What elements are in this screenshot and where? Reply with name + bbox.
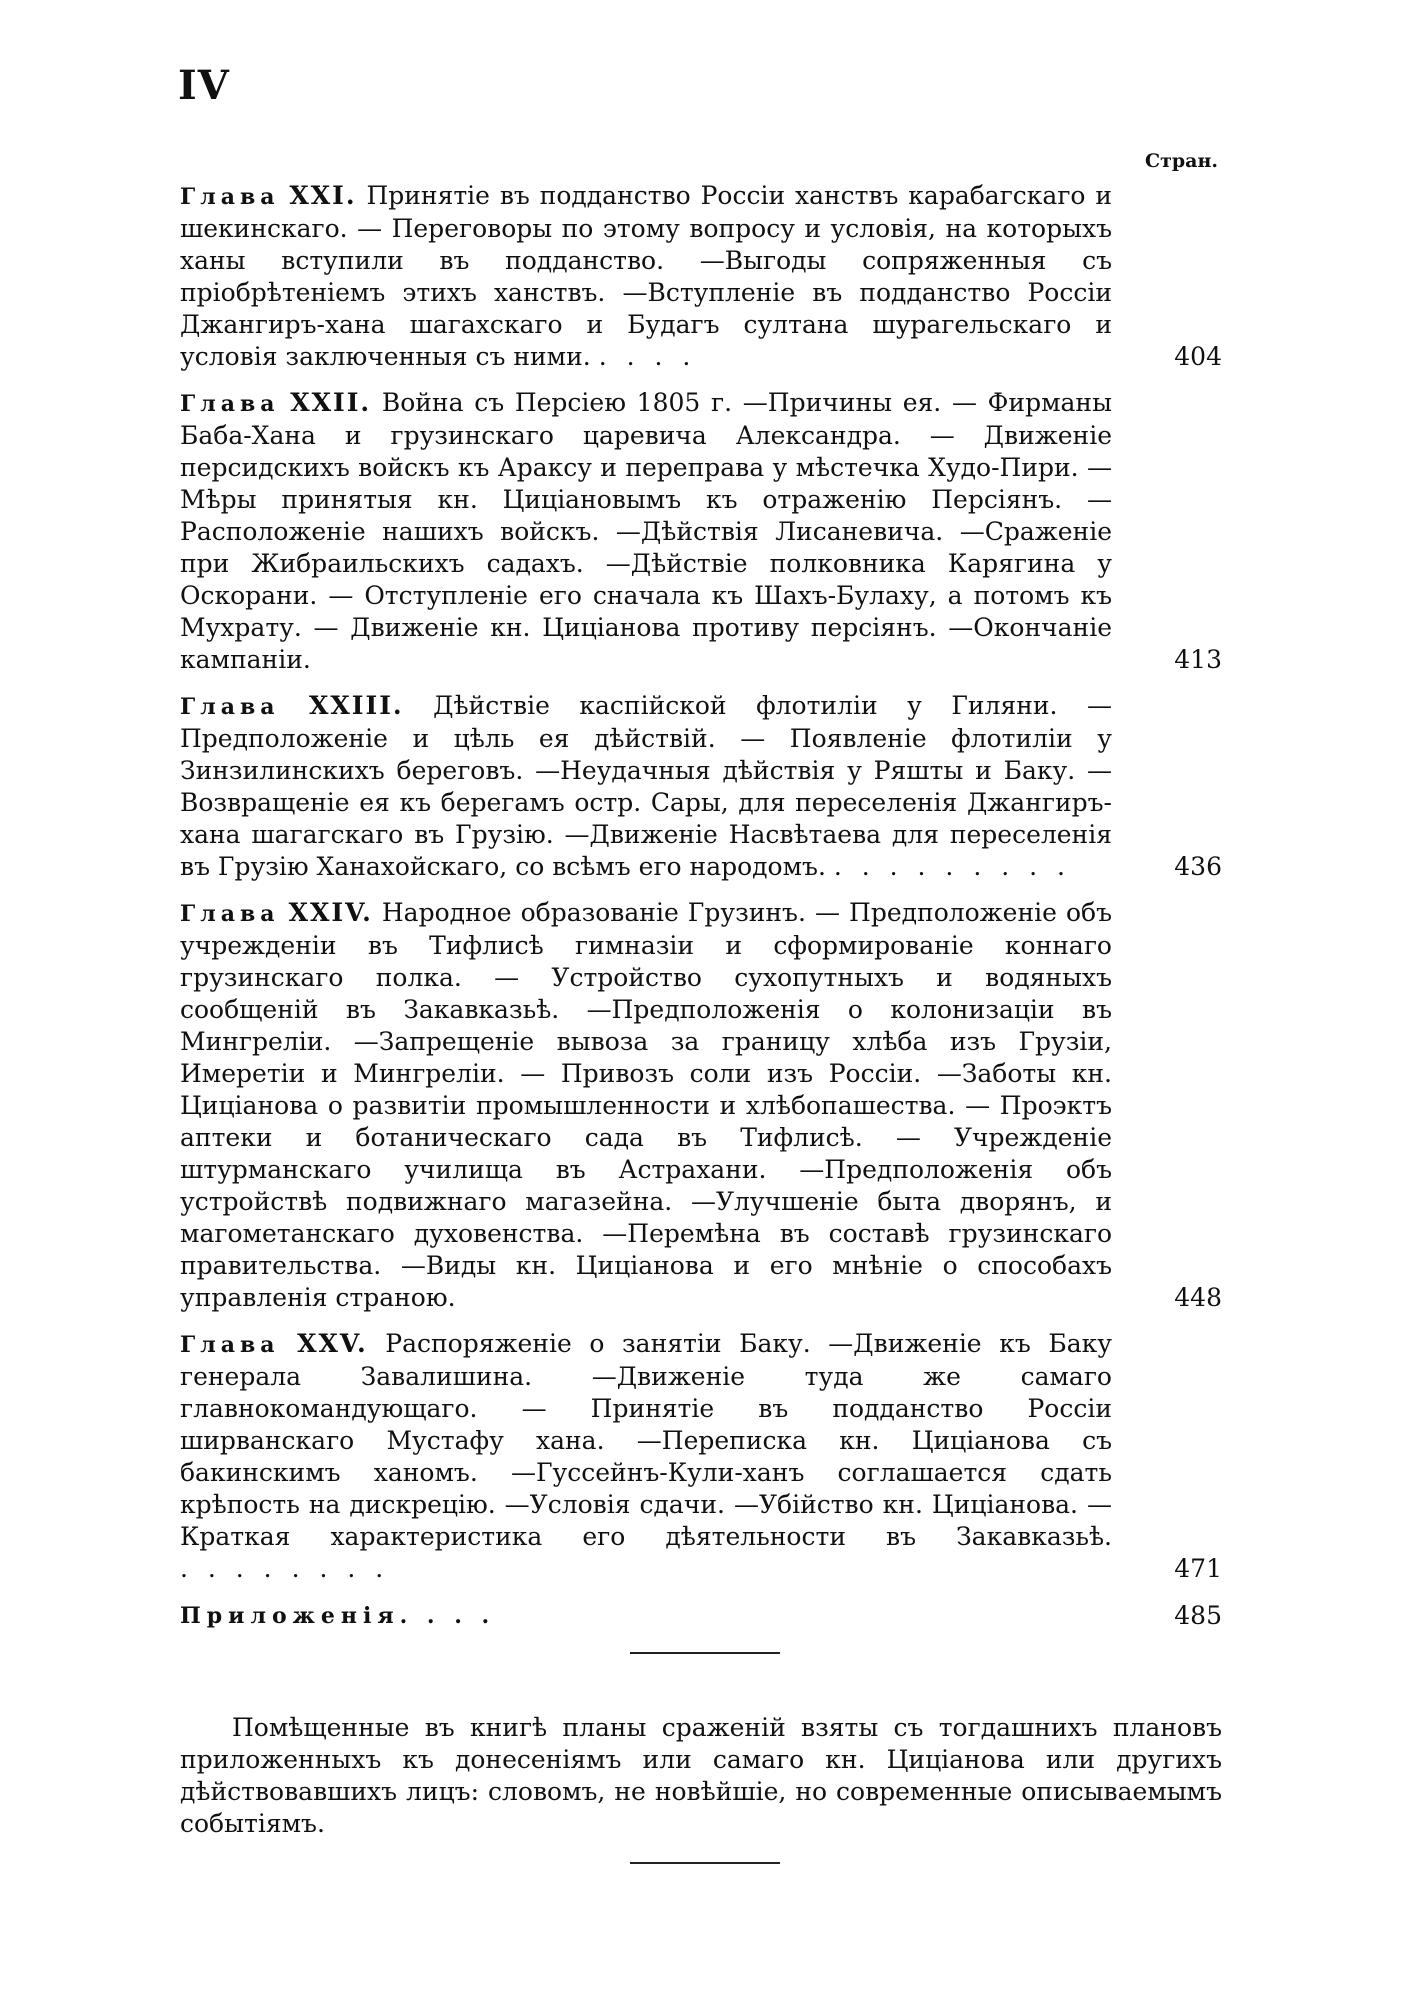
- dot-leader: . . . . . . . . .: [833, 852, 1071, 881]
- chapter-label: Глава: [180, 694, 280, 720]
- appendix-label: Приложенія. . . .: [180, 1603, 496, 1629]
- chapter-page-number: 413: [1174, 645, 1222, 674]
- chapter-page-number: 436: [1174, 852, 1222, 881]
- chapter-page-number: 404: [1174, 342, 1222, 371]
- chapter-summary: Война съ Персіею 1805 г. —Причины ея. — Фирманы Баба-Хана и грузинскаго царевича Александра. — Движеніе персидскихъ войскъ къ Араксу и переправа у мѣстечка Худо-Пири. — Мѣры принятыя кн. Цицiановымъ къ отраженію Персіянъ. —Расположеніе нашихъ войскъ. —Дѣйствія Лисаневича. —Сраженіе при Жибраильскихъ садахъ. —Дѣйствіе полковника Карягина у Оскорани. — Отступленіе его сначала къ Шахъ-Булаху, а потомъ къ Мухрату. — Движеніе кн. Цицiанова противу персіянъ. —Окончаніе кампаніи.: [180, 388, 1112, 674]
- chapter-numeral: XXV.: [297, 1329, 368, 1358]
- toc-entry-chapter-22: [180, 387, 1222, 676]
- chapter-summary: Распоряженіе о занятіи Баку. —Движеніе къ Баку генерала Завалишина. —Движеніе туда же самаго главнокомандующаго. — Принятіе въ подданство Россіи ширванскаго Мустафу хана. —Переписка кн. Цицiанова съ бакинскимъ ханомъ. —Гуссейнъ-Кули-ханъ соглашается сдать крѣпость на дискрецію. —Условія сдачи. —Убійство кн. Цицiанова. —Краткая характеристика его дѣятельности въ Закавказьѣ.: [180, 1329, 1112, 1551]
- chapter-numeral: XXIV.: [288, 898, 373, 927]
- chapter-numeral: XXII.: [290, 388, 372, 417]
- plans-note: Помѣщенные въ книгѣ планы сраженій взяты съ тогдашнихъ плановъ приложенныхъ къ донесеніямъ или самаго кн. Цицiанова или другихъ дѣйствовавшихъ лицъ: словомъ, не новѣйшіе, но современные описываемымъ событіямъ.: [180, 1713, 1222, 1838]
- chapter-numeral: XXIII.: [309, 691, 404, 720]
- toc-entry-chapter-21: [180, 180, 1222, 373]
- chapter-page-number: 471: [1174, 1554, 1222, 1583]
- dot-leader: . . . .: [598, 342, 697, 371]
- toc-entry-chapter-25: [180, 1328, 1222, 1585]
- chapter-label: Глава: [180, 184, 280, 210]
- chapter-label: Глава: [180, 391, 280, 417]
- page-number: IV: [178, 62, 230, 109]
- chapter-page-number: 448: [1174, 1283, 1222, 1312]
- chapter-numeral: XXI.: [289, 181, 357, 210]
- table-of-contents: [180, 180, 1222, 1632]
- dot-leader: . . . . . . . .: [180, 1554, 390, 1583]
- toc-entry-chapter-23: [180, 690, 1222, 883]
- divider-rule: [630, 1862, 780, 1864]
- chapter-label: Глава: [180, 1332, 280, 1358]
- toc-entry-appendix: [180, 1599, 1222, 1632]
- page-column-header: Стран.: [1144, 150, 1218, 172]
- toc-entry-chapter-24: [180, 897, 1222, 1314]
- chapter-summary: Принятіе въ подданство Россіи ханствъ карабагскаго и шекинскаго. — Переговоры по этому вопросу и условія, на которыхъ ханы вступили въ подданство. —Выгоды сопряженныя съ пріобрѣтеніемъ этихъ ханствъ. —Вступленіе въ подданство Россіи Джангиръ-хана шагахскаго и Будагъ султана шурагельскаго и условія заключенныя съ ними.: [180, 181, 1113, 371]
- chapter-label: Глава: [180, 901, 280, 927]
- chapter-summary: Народное образованіе Грузинъ. — Предположеніе объ учрежденіи въ Тифлисѣ гимназіи и сформированіе коннаго грузинскаго полка. — Устройство сухопутныхъ и водяныхъ сообщеній въ Закавказьѣ. —Предположенія о колонизаціи въ Мингреліи. —Запрещеніе вывоза за границу хлѣба изъ Грузіи, Имеретіи и Мингреліи. — Привозъ соли изъ Россіи. —Заботы кн. Цицiанова о развитіи промышленности и хлѣбопашества. — Проэктъ аптеки и ботаническаго сада въ Тифлисѣ. — Учрежденіе штурманскаго училища въ Астрахани. —Предположенія объ устройствѣ подвижнаго магазейна. —Улучшеніе быта дворянъ, и магометанскаго духовенства. —Перемѣна въ составѣ грузинскаго правительства. —Виды кн. Цицiанова и его мнѣніе о способахъ управленія страною.: [180, 898, 1112, 1312]
- divider-rule: [630, 1652, 780, 1654]
- chapter-summary: Дѣйствіе каспійской флотиліи у Гиляни. — Предположеніе и цѣль ея дѣйствій. — Появленіе флотиліи у Зинзилинскихъ береговъ. —Неудачныя дѣйствія у Ряшты и Баку. —Возвращеніе ея къ берегамъ остр. Сары, для переселенія Джангиръ-хана шагагскаго въ Грузію. —Движеніе Насвѣтаева для переселенія въ Грузію Ханахойскаго, со всѣмъ его народомъ.: [180, 691, 1112, 881]
- appendix-page-number: 485: [1174, 1601, 1222, 1630]
